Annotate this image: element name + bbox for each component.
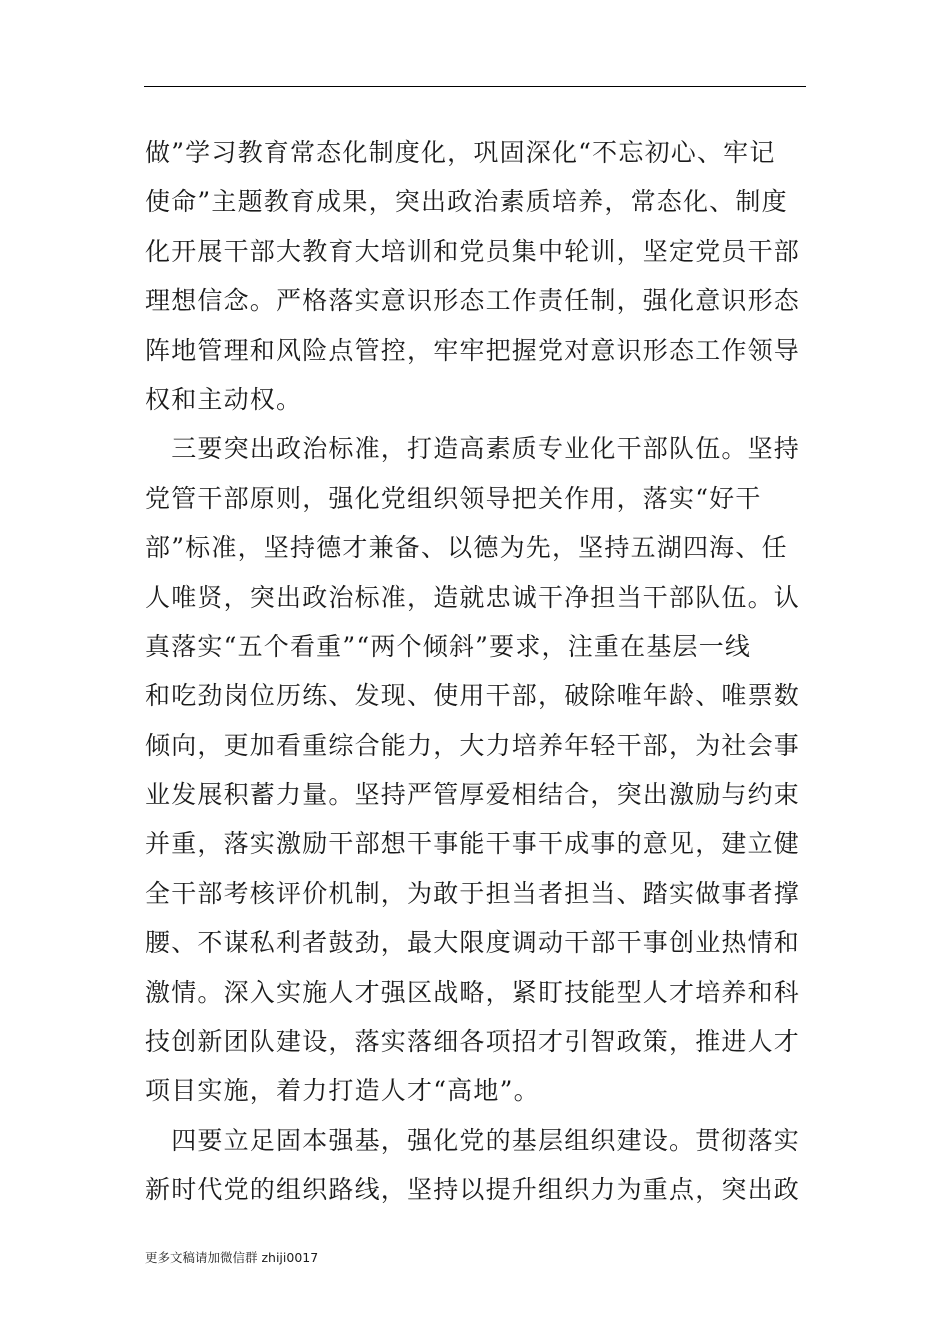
text-line: 党管干部原则，强化党组织领导把关作用，落实“好干: [145, 483, 762, 513]
text-line: 真落实“五个看重”“两个倾斜”要求，注重在基层一线: [145, 631, 752, 661]
document-body: [145, 128, 801, 1215]
text-line: 阵地管理和风险点管控，牢牢把握党对意识形态工作领导: [145, 335, 801, 365]
text-line: 和吃劲岗位历练、发现、使用干部，破除唯年龄、唯票数: [145, 681, 801, 711]
text-line: 腰、不谋私利者鼓劲，最大限度调动干部干事创业热情和: [145, 928, 801, 958]
text-line: 项目实施，着力打造人才“高地”。: [145, 1076, 540, 1106]
text-line: 人唯贤，突出政治标准，造就忠诚干净担当干部队伍。认: [145, 582, 801, 612]
text-line: 使命”主题教育成果，突出政治素质培养，常态化、制度: [145, 187, 788, 217]
footer-note: 更多文稿请加微信群 zhiji0017: [145, 1250, 319, 1265]
text-line: 并重，落实激励干部想干事能干事干成事的意见，建立健: [145, 829, 801, 859]
text-line: 全干部考核评价机制，为敢于担当者担当、踏实做事者撑: [145, 878, 801, 908]
text-line: 倾向，更加看重综合能力，大力培养年轻干部，为社会事: [145, 730, 801, 760]
text-line: 激情。深入实施人才强区战略，紧盯技能型人才培养和科: [145, 977, 801, 1007]
text-line: 做”学习教育常态化制度化，巩固深化“不忘初心、牢记: [145, 138, 776, 167]
text-line: 三要突出政治标准，打造高素质专业化干部队伍。坚持: [145, 434, 801, 464]
text-line: 理想信念。严格落实意识形态工作责任制，强化意识形态: [145, 286, 801, 316]
text-line: 四要立足固本强基，强化党的基层组织建设。贯彻落实: [145, 1125, 801, 1155]
text-line: 技创新团队建设，落实落细各项招才引智政策，推进人才: [145, 1027, 801, 1057]
text-line: 化开展干部大教育大培训和党员集中轮训，坚定党员干部: [145, 236, 801, 266]
header-rule: [144, 86, 806, 87]
text-line: 新时代党的组织路线，坚持以提升组织力为重点，突出政: [145, 1175, 801, 1205]
text-line: 权和主动权。: [145, 384, 303, 414]
text-line: 部”标准，坚持德才兼备、以德为先，坚持五湖四海、任: [145, 533, 788, 563]
text-line: 业发展积蓄力量。坚持严管厚爱相结合，突出激励与约束: [145, 780, 801, 810]
